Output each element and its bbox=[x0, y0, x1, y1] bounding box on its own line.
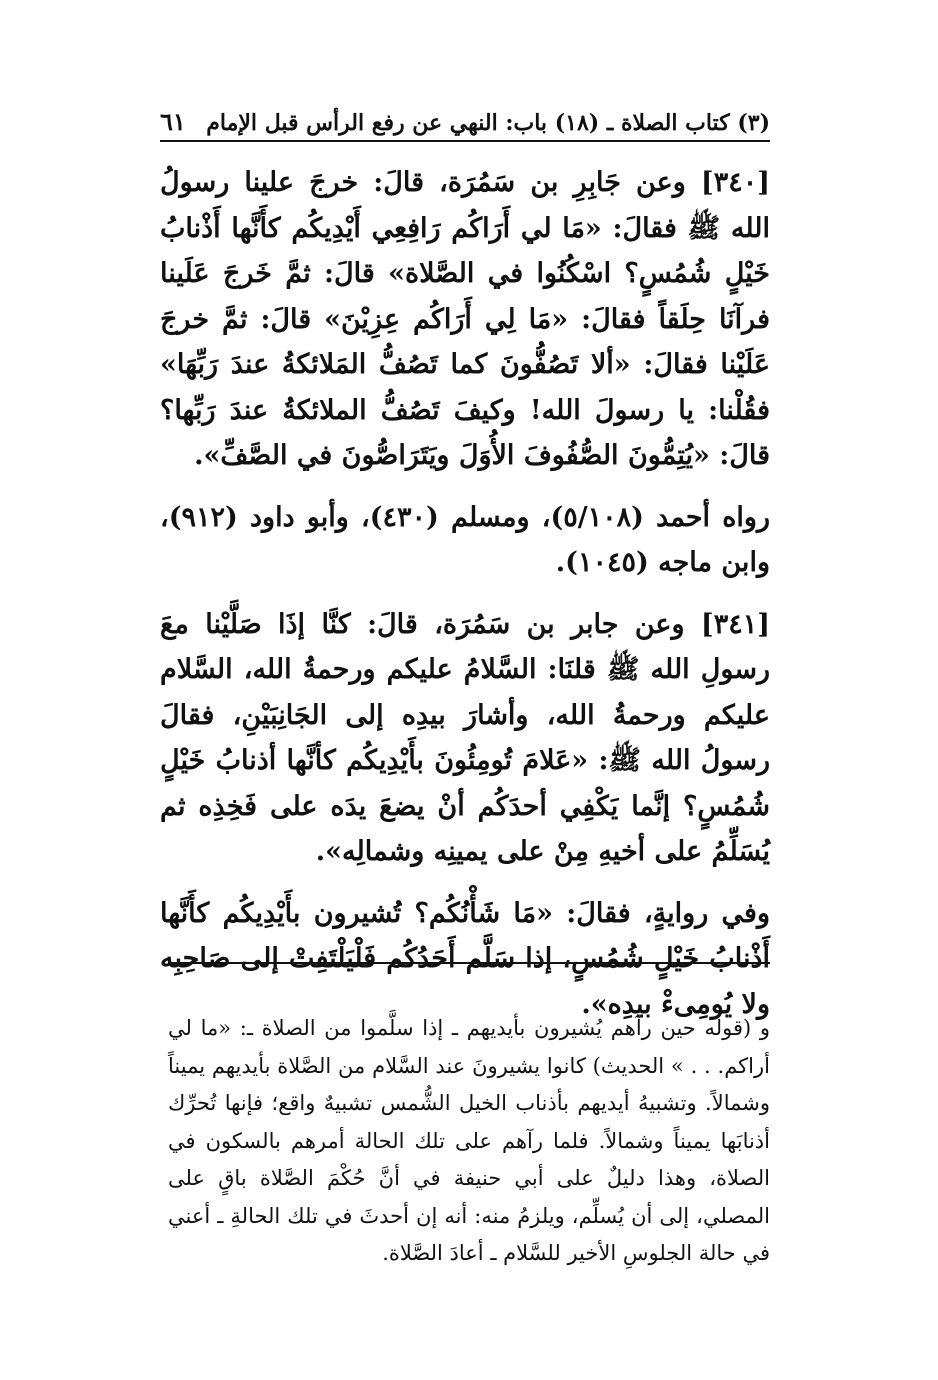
hadith-341: [٣٤١] وعن جابر بن سَمُرَة، قالَ: كنَّا إذَا صَلَّيْنا معَ رسولِ الله ﷺ قلنَا: السَّلامُ عليكم ورحمةُ الله، السَّلام عليكم ورحمةُ الله، وأشارَ بيدِه إلى الجَانِبَيْنِ، فقالَ رسولُ الله ﷺ: «عَلامَ تُومِئُونَ بأَيْدِيكُم كأنَّها أذنابُ خَيْلٍ شُمُسٍ؟ إنَّما يَكْفِي أحدَكُم أنْ يضعَ يدَه على فَخِذِه ثم يُسَلِّمُ على أخيهِ مِنْ على يمينِه وشمالِه». bbox=[160, 608, 770, 867]
header-divider bbox=[160, 140, 770, 142]
riwaya-paragraph: وفي روايةٍ، فقالَ: «مَا شَأْنُكُم؟ تُشيرون بأَيْدِيكُم كأَنَّها أَذْنابُ خَيْلٍ شُمُسٍ، إذا سَلَّم أَحَدُكُم فَلْيَلْتَفِتْ إلى صَاحِبِه ولا يُومِىءْ بيدِه». bbox=[160, 897, 770, 1020]
footnote bbox=[168, 1010, 770, 1273]
chapter-title: (٣) كتاب الصلاة ـ (١٨) باب: النهي عن رفع الرأس قبل الإمام bbox=[206, 110, 770, 136]
footnote-divider bbox=[168, 962, 770, 964]
takhrij-340: رواه أحمد (٥/١٠٨)، ومسلم (٤٣٠)، وأبو داود (٩١٢)، وابن ماجه (١٠٤٥). bbox=[160, 501, 770, 578]
footnote-text: و (قوله حين رآهم يُشيرون بأيديهم ـ إذا سلَّموا من الصلاة ـ: «ما لي أراكم. . . » الحديث) كانوا يشيرونَ عند السَّلام من الصَّلاة بأيديهم يميناً وشمالاً. وتشبيهُ أيديهم بأذناب الخيل الشُّمس تشبيهٌ واقع؛ فإنها تُحرِّك أذنابَها يميناً وشمالاً. فلما رآهم على تلك الحالة أمرهم بالسكون في الصلاة، وهذا دليلٌ على أبي حنيفة في أنَّ حُكْمَ الصَّلاة باقٍ على المصلي، إلى أن يُسلِّم، ويلزمُ منه: أنه إن أحدثَ في تلك الحالةِ ـ أعني في حالة الجلوسِ الأخير للسَّلام ـ أعادَ الصَّلاة. bbox=[168, 1016, 770, 1265]
hadith-340: [٣٤٠] وعن جَابِرِ بن سَمُرَة، قالَ: خرجَ علينا رسولُ الله ﷺ فقالَ: «مَا لي أَرَاكُم رَافِعِي أَيْدِيكُم كأَنَّها أَذْنابُ خَيْلٍ شُمُسٍ؟ اسْكُنُوا في الصَّلاة» قالَ: ثمَّ خَرجَ عَلَينا فرآنَا حِلَقاً فقالَ: «مَا لِي أَرَاكُم عِزِيْنَ» قالَ: ثمَّ خرجَ عَلَيْنا فقالَ: «ألا تَصُفُّونَ كما تَصُفُّ المَلائكةُ عندَ رَبِّهَا» فقُلْنا: يا رسولَ الله! وكيفَ تَصُفُّ الملائكةُ عندَ رَبِّها؟ قالَ: «يُتِمُّونَ الصُّفُوفَ الأُوَلَ ويَتَرَاصُّونَ في الصَّفِّ». bbox=[160, 167, 770, 471]
page-number: ٦١ bbox=[160, 107, 186, 136]
running-header bbox=[160, 96, 770, 136]
main-text bbox=[160, 160, 770, 1043]
